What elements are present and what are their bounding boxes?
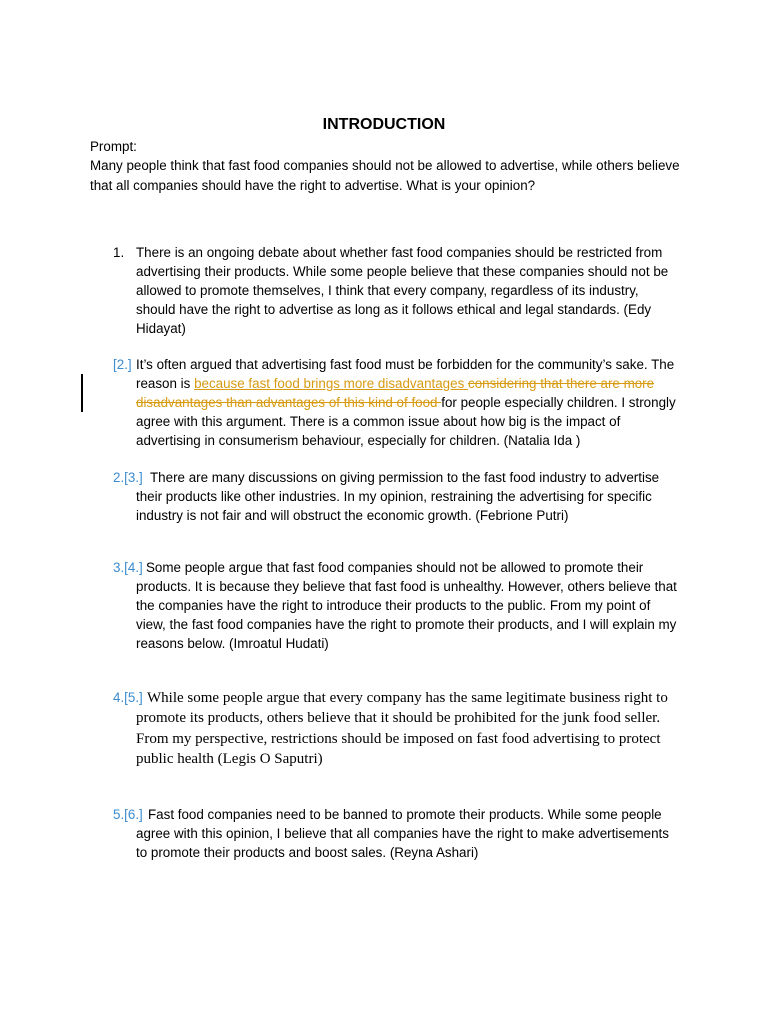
comment-marker[interactable]: [2.] [113, 357, 132, 372]
item-number: 1. [113, 245, 125, 260]
item-number: 2. [113, 470, 125, 485]
page-title: INTRODUCTION [322, 116, 446, 133]
comment-marker[interactable]: [3.] [124, 470, 143, 485]
list-item [113, 469, 681, 526]
item-text: Fast food companies need to be banned to promote their products. While some people agree with this opinion, I believe that all companies have the right to make advertisements to promote their products and boost sales. (Reyna Ashari) [136, 807, 669, 860]
item-text: There are many discussions on giving permission to the fast food industry to advertise their products like other industries. In my opinion, restraining the advertising for specific industry is not fair and will obstruct the economic growth. (Febrione Putri) [136, 470, 660, 523]
list-item [113, 806, 681, 863]
change-bar [81, 374, 83, 412]
item-text: While some people argue that every company has the same legitimate business right to promote its products, others believe that it should be prohibited for the junk food seller. From my perspective, restrictions should be imposed on fast food advertising to protect public health (Legis O Saputri) [136, 690, 668, 768]
list-item [113, 559, 681, 654]
list-item [113, 244, 681, 339]
item-text: Some people argue that fast food companies should not be allowed to promote their products. It is because they believe that fast food is unhealthy. However, others believe that the companies have the right to introduce their products to the public. From my point of view, the fast food companies have the right to promote their products, and I will explain my reasons below. (Imroatul Hudati) [136, 560, 677, 651]
comment-marker[interactable]: [5.] [124, 690, 143, 705]
list-item [113, 688, 681, 770]
prompt-label: Prompt: [90, 139, 137, 154]
item-number: 5. [113, 807, 125, 822]
list-item [113, 356, 681, 451]
comment-marker[interactable]: [4.] [124, 560, 143, 575]
item-text: It’s often argued that advertising fast food must be forbidden for the community’s sake. The reason is [136, 357, 675, 391]
prompt-text: Many people think that fast food companies should not be allowed to advertise, while others believe that all companies should have the right to advertise. What is your opinion? [90, 158, 680, 193]
item-text: There is an ongoing debate about whether fast food companies should be restricted from advertising their products. While some people believe that these companies should not be allowed to promote themselves, I think that every company, regardless of its industry, should have the right to advertise as long as it follows ethical and legal standards. (Edy Hidayat) [136, 245, 669, 336]
tracked-deletion[interactable]: considering that there are more disadvantages than advantages of this kind of food [136, 375, 655, 410]
comment-marker[interactable]: [6.] [124, 807, 143, 822]
item-text: for people especially children. I strongly agree with this argument. There is a common issue about how big is the impact of advertising in consumerism behaviour, especially for children. (Natalia Ida ) [136, 394, 676, 448]
item-number: 4. [113, 690, 125, 705]
prompt-block [90, 137, 690, 195]
item-number: 3. [113, 560, 125, 575]
tracked-insertion[interactable]: because fast food brings more disadvantages [194, 375, 468, 391]
